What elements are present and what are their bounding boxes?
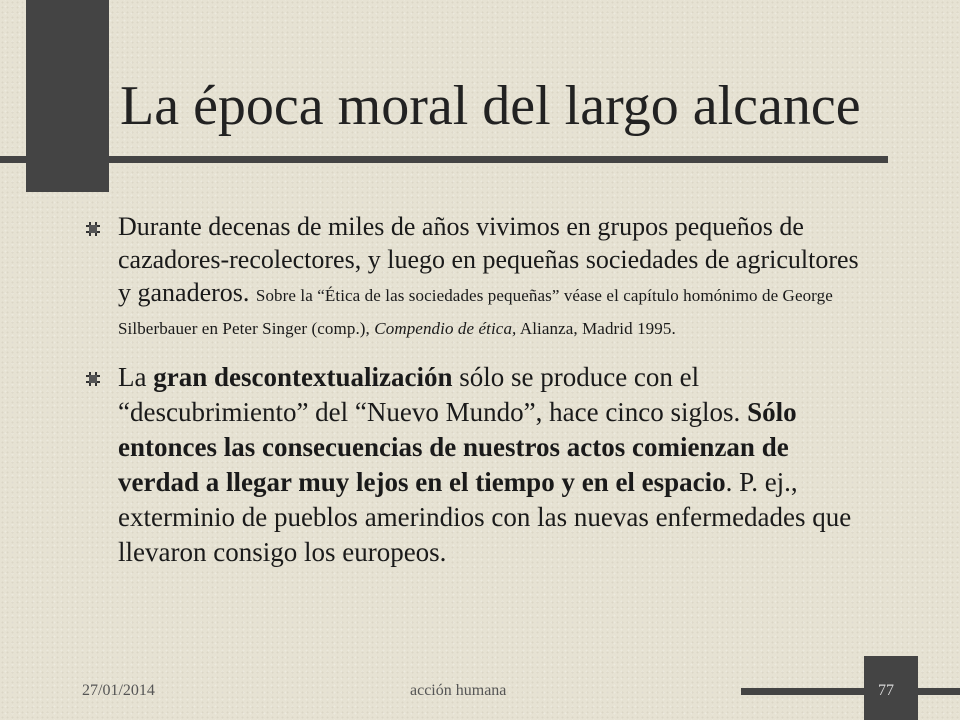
title-accent-block (26, 0, 109, 192)
note-suffix: Alianza, Madrid 1995. (519, 319, 676, 338)
note-prefix: Sobre la “Ética de las sociedades pequeñas” véase el capítulo homónimo de George Silberbauer en Peter Singer (comp.), (118, 286, 833, 338)
bullet-item-2 (86, 360, 876, 570)
hash-bullet-icon (86, 372, 100, 386)
bullet-item-1 (86, 210, 876, 342)
footer-date: 27/01/2014 (82, 682, 155, 699)
hash-bullet-icon (86, 222, 100, 236)
bullet-2-text-c: . P. ej., exterminio de pueblos amerindios con las nuevas enfermedades que llevaron consigo los europeos. (118, 467, 852, 567)
page-number: 77 (878, 682, 894, 699)
bullet-1-text: Durante decenas de miles de años vivimos en grupos pequeños de cazadores-recolectores, y luego en pequeñas sociedades de agricultores y ganaderos. (118, 212, 859, 307)
bullet-2-text-a: La (118, 362, 147, 392)
footer-accent-rule-left (741, 688, 864, 695)
bullet-2-emphasis-b: Sólo entonces las consecuencias de nuestros actos comienzan de verdad a llegar muy lejos en el tiempo y en el espacio (118, 397, 797, 497)
slide-body (86, 210, 876, 570)
title-accent-rule (0, 156, 888, 163)
footer-accent-rule-right (918, 688, 960, 695)
bullet-2-emphasis-a: gran descontextualización (153, 362, 453, 392)
note-book-title: Compendio de ética, (374, 319, 517, 338)
slide-title: La época moral del largo alcance (120, 75, 861, 137)
bullet-2-text-b: sólo se produce con el “descubrimiento” del “Nuevo Mundo”, hace cinco siglos. (118, 362, 741, 427)
footer-center-text: acción humana (410, 682, 507, 699)
